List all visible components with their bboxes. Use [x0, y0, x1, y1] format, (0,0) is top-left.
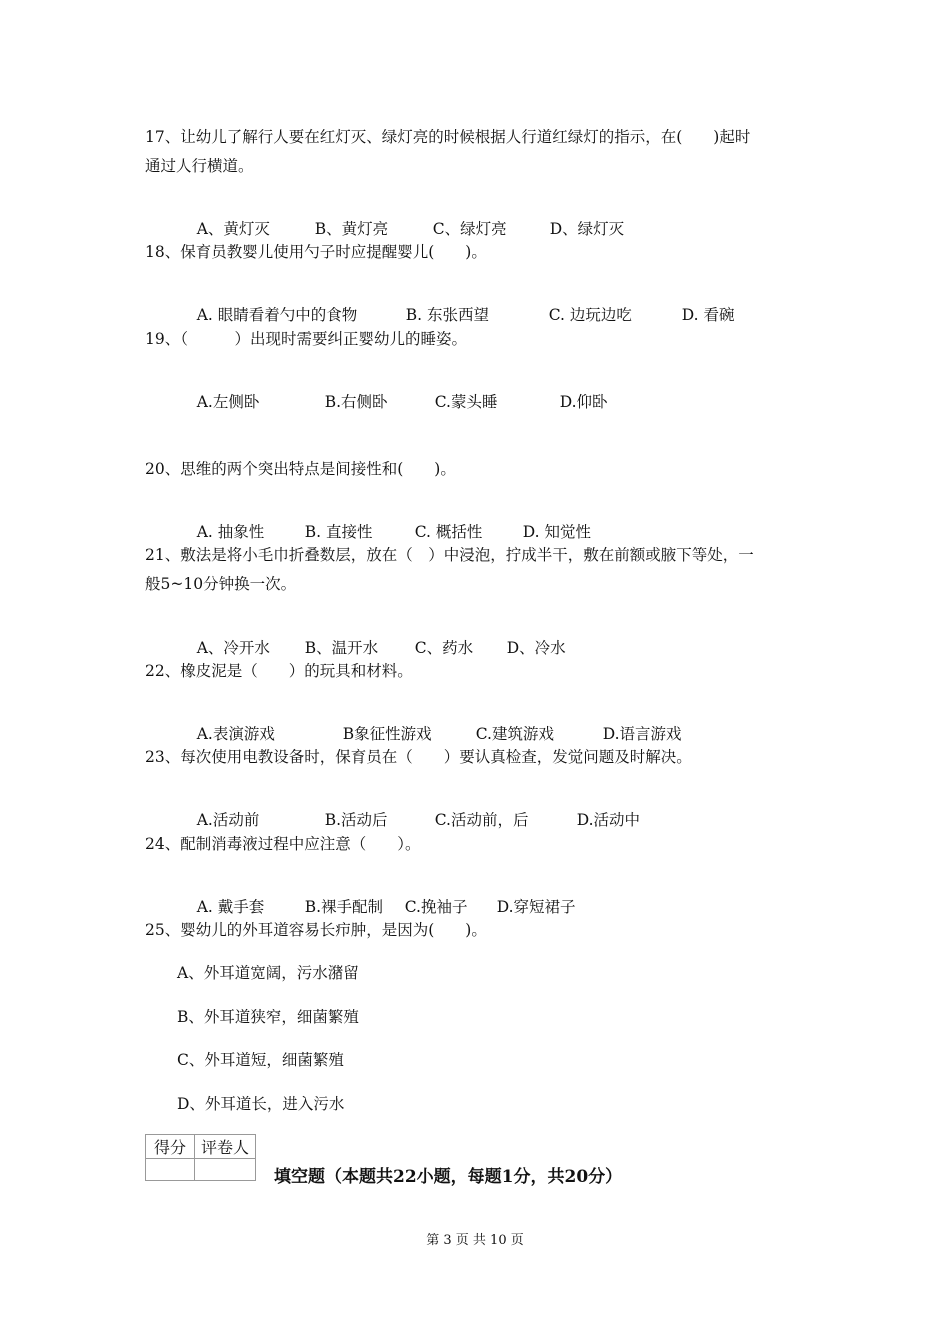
option-a: A.活动前 [196, 811, 260, 829]
option-a: A. 眼睛看着勺中的食物 [196, 306, 358, 324]
option-b: B.裸手配制 [304, 898, 384, 916]
option-b: B.右侧卧 [324, 393, 388, 411]
option-c: C.挽袖子 [404, 898, 468, 916]
option-d: D.语言游戏 [602, 725, 682, 743]
question-18-line-1: 18、保育员教婴儿使用勺子时应提醒婴儿( )。 [145, 243, 487, 261]
grader-cell[interactable] [195, 1159, 256, 1181]
option-a: A. 抽象性 [196, 523, 265, 541]
question-21-line-2: 般5~10分钟换一次。 [145, 575, 297, 593]
question-24-line-1: 24、配制消毒液过程中应注意（ ）。 [145, 835, 421, 853]
option-c: C.建筑游戏 [475, 725, 554, 743]
option-d: D. 知觉性 [522, 523, 591, 541]
question-21-line-1: 21、敷法是将小毛巾折叠数层，放在（ ）中浸泡，拧成半干，敷在前额或腋下等处，一 [145, 546, 754, 564]
option-d: D. 看碗 [681, 306, 735, 324]
question-25-line-1: 25、婴幼儿的外耳道容易长疖肿，是因为( )。 [145, 921, 487, 939]
option-a: A、冷开水 [196, 639, 270, 657]
option-a: A.表演游戏 [196, 725, 275, 743]
option-a: A、黄灯灭 [196, 220, 270, 238]
question-17-line-2: 通过人行横道。 [145, 157, 254, 175]
question-19-line-1: 19、（ ）出现时需要纠正婴幼儿的睡姿。 [145, 330, 467, 348]
option-b: B、温开水 [304, 639, 379, 657]
option-c: C、绿灯亮 [432, 220, 507, 238]
grader-label: 评卷人 [195, 1135, 256, 1159]
question-20-line-1: 20、思维的两个突出特点是间接性和( )。 [145, 460, 456, 478]
option-d: D.穿短裙子 [496, 898, 576, 916]
option-d: D.仰卧 [559, 393, 608, 411]
option-a: A. 戴手套 [196, 898, 265, 916]
option-b: B. 直接性 [304, 523, 373, 541]
option-d: D.活动中 [576, 811, 641, 829]
option-b: B.活动后 [324, 811, 388, 829]
question-19-options [177, 372, 608, 432]
section-title: 填空题（本题共22小题，每题1分，共20分） [274, 1167, 623, 1187]
page-footer: 第 3 页 共 10 页 [426, 1233, 524, 1248]
score-label: 得分 [146, 1135, 195, 1159]
option-c: C、药水 [414, 639, 474, 657]
question-25-option-a: A、外耳道宽阔，污水潴留 [177, 964, 359, 982]
question-23-line-1: 23、每次使用电教设备时，保育员在（ ）要认真检查，发觉问题及时解决。 [145, 748, 692, 766]
question-25-option-c: C、外耳道短，细菌繁殖 [177, 1051, 344, 1069]
option-c: C. 边玩边吃 [548, 306, 632, 324]
option-c: C. 概括性 [414, 523, 483, 541]
question-25-option-b: B、外耳道狭窄，细菌繁殖 [177, 1008, 359, 1026]
option-c: C.活动前，后 [434, 811, 529, 829]
option-d: D、绿灯灭 [549, 220, 625, 238]
score-cell[interactable] [146, 1159, 195, 1181]
option-c: C.蒙头睡 [434, 393, 498, 411]
score-table [145, 1134, 256, 1181]
option-d: D、冷水 [506, 639, 566, 657]
option-a: A.左侧卧 [196, 393, 260, 411]
option-b: B、黄灯亮 [314, 220, 389, 238]
question-22-line-1: 22、橡皮泥是（ ）的玩具和材料。 [145, 662, 413, 680]
question-25-option-d: D、外耳道长，进入污水 [177, 1095, 345, 1113]
option-b: B象征性游戏 [342, 725, 432, 743]
option-b: B. 东张西望 [405, 306, 489, 324]
question-17-line-1: 17、让幼儿了解行人要在红灯灭、绿灯亮的时候根据人行道红绿灯的指示，在( )起时 [145, 128, 751, 146]
